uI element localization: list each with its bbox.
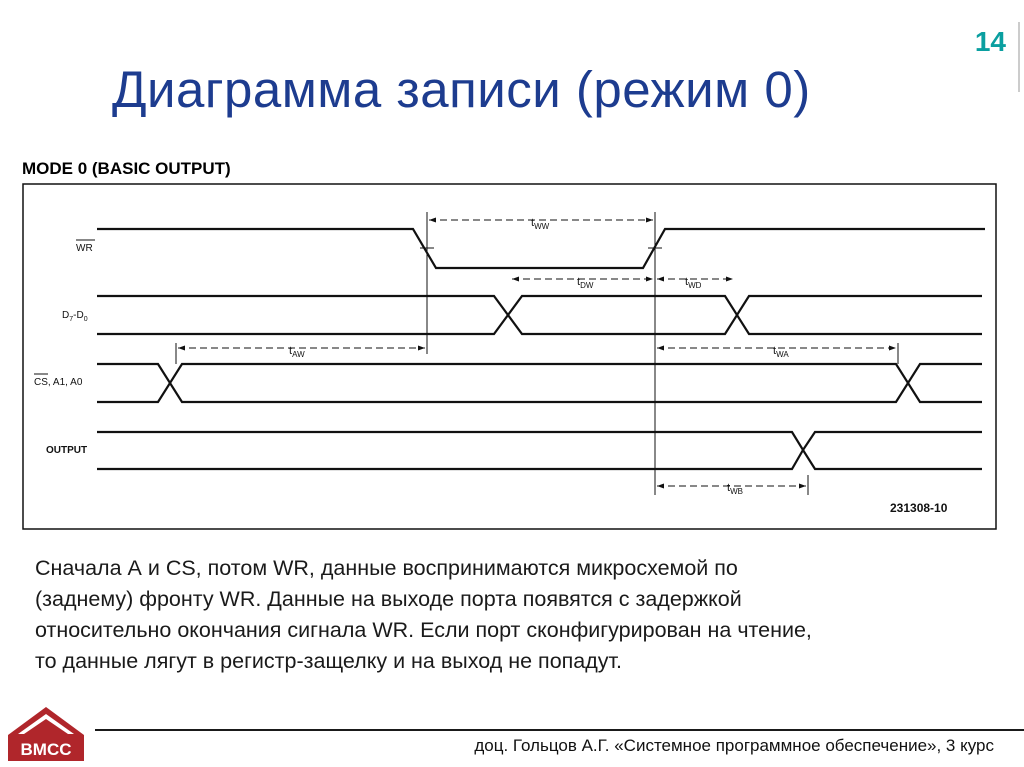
description-line-4: то данные лягут в регистр-защелку и на выход не попадут.: [35, 649, 622, 673]
signal-wr-label: WR: [76, 243, 93, 254]
signal-output-label: OUTPUT: [46, 445, 88, 456]
description-line-2: (заднему) фронту WR. Данные на выходе порта появятся с задержкой: [35, 587, 742, 611]
diagram-heading: MODE 0 (BASIC OUTPUT): [22, 159, 231, 178]
logo-text: ВМСС: [20, 740, 72, 759]
reference-lines: [176, 212, 898, 495]
data-waveform: [97, 296, 982, 334]
footer-rule: [95, 729, 1024, 731]
tdw-label: $t_{DW}$: [577, 276, 594, 290]
signal-data-label: $D_7-D_0$: [62, 310, 88, 323]
footer-text: доц. Гольцов А.Г. «Системное программное обеспечение», 3 курс: [474, 736, 994, 755]
cs-waveform: [97, 364, 982, 402]
wr-waveform: [97, 229, 985, 268]
taw-label: $t_{AW}$: [289, 345, 305, 359]
diagram-frame: [23, 184, 996, 529]
twb-label: $t_{WB}$: [727, 482, 743, 496]
twa-label: $t_{WA}$: [773, 345, 789, 359]
slide-title: Диаграмма записи (режим 0): [112, 61, 811, 118]
tww-label: $t_{WW}$: [531, 217, 550, 231]
twd-label: $t_{WD}$: [685, 276, 702, 290]
description-line-1: Сначала А и CS, потом WR, данные воспринимаются микросхемой по: [35, 556, 738, 580]
slide-description: [35, 553, 995, 677]
description-line-3: относительно окончания сигнала WR. Если порт сконфигурирован на чтение,: [35, 618, 812, 642]
vmss-logo: [6, 705, 86, 765]
page-number: 14: [974, 26, 1006, 57]
figure-id: 231308-10: [890, 501, 948, 515]
signal-cs-label: CS, A1, A0: [34, 377, 83, 388]
output-waveform: [97, 432, 982, 469]
